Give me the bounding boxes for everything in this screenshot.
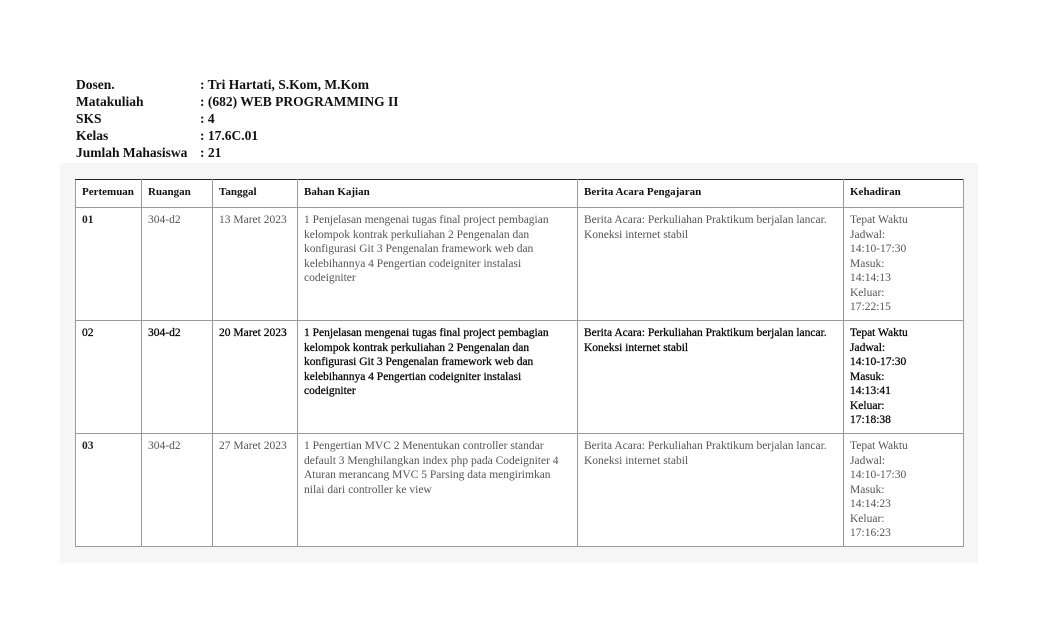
check-in-label: Masuk: — [850, 483, 885, 496]
schedule-label: Jadwal: — [850, 228, 886, 241]
info-row-sks — [76, 110, 399, 127]
check-out-label: Keluar: — [850, 286, 885, 299]
info-row-jumlah-mahasiswa — [76, 144, 399, 161]
cell-bahan-kajian: 1 Penjelasan mengenai tugas final project pembagian kelompok kontrak perkuliahan 2 Pengenalan dan konfigurasi Git 3 Pengenalan framework web dan kelebihannya 4 Pengertian codeigniter instalasi codeigniter — [298, 321, 578, 434]
attendance-table — [75, 179, 964, 547]
info-label: Jumlah Mahasiswa — [76, 145, 188, 160]
schedule-label: Jadwal: — [850, 454, 886, 467]
cell-tanggal: 20 Maret 2023 — [213, 321, 298, 434]
table-row — [76, 321, 964, 434]
check-in-label: Masuk: — [850, 257, 885, 270]
check-out-label: Keluar: — [850, 399, 885, 412]
course-info — [76, 76, 399, 161]
table-row — [76, 434, 964, 547]
cell-ruangan: 304-d2 — [142, 434, 213, 547]
table-header — [76, 180, 964, 208]
cell-bahan-kajian: 1 Pengertian MVC 2 Menentukan controller standar default 3 Menghilangkan index php pada Codeigniter 4 Aturan merancang MVC 5 Parsing data mengirimkan nilai dari controller ke view — [298, 434, 578, 547]
schedule-time: 14:10-17:30 — [850, 243, 907, 255]
cell-kehadiran — [844, 434, 964, 547]
info-value: : 21 — [200, 144, 221, 161]
info-value: : 4 — [200, 110, 215, 127]
info-row-kelas — [76, 127, 399, 144]
check-in-time: 14:13:41 — [850, 385, 891, 397]
info-label: Matakuliah — [76, 94, 144, 109]
attendance-status: Tepat Waktu — [850, 440, 908, 452]
cell-tanggal: 13 Maret 2023 — [213, 208, 298, 321]
cell-pertemuan: 03 — [76, 434, 142, 547]
cell-berita-acara: Berita Acara: Perkuliahan Praktikum berjalan lancar. Koneksi internet stabil — [578, 321, 844, 434]
info-row-matakuliah — [76, 93, 399, 110]
table-row — [76, 208, 964, 321]
column-header-berita-acara: Berita Acara Pengajaran — [578, 180, 844, 208]
cell-ruangan: 304-d2 — [142, 321, 213, 434]
check-in-time: 14:14:13 — [850, 272, 891, 284]
cell-pertemuan: 01 — [76, 208, 142, 321]
check-out-time: 17:16:23 — [850, 527, 891, 539]
schedule-label: Jadwal: — [850, 341, 886, 354]
check-out-label: Keluar: — [850, 512, 885, 525]
schedule-time: 14:10-17:30 — [850, 469, 907, 481]
column-header-bahan-kajian: Bahan Kajian — [298, 180, 578, 208]
cell-ruangan: 304-d2 — [142, 208, 213, 321]
info-value: : 17.6C.01 — [200, 127, 258, 144]
check-in-time: 14:14:23 — [850, 498, 891, 510]
attendance-status: Tepat Waktu — [850, 214, 908, 226]
cell-kehadiran — [844, 208, 964, 321]
schedule-time: 14:10-17:30 — [850, 356, 907, 368]
cell-tanggal: 27 Maret 2023 — [213, 434, 298, 547]
check-out-time: 17:22:15 — [850, 301, 891, 313]
info-label: Dosen. — [76, 77, 115, 92]
info-value: : (682) WEB PROGRAMMING II — [200, 93, 399, 110]
check-out-time: 17:18:38 — [850, 414, 891, 426]
info-label: Kelas — [76, 128, 109, 143]
cell-berita-acara: Berita Acara: Perkuliahan Praktikum berjalan lancar. Koneksi internet stabil — [578, 434, 844, 547]
attendance-status: Tepat Waktu — [850, 327, 908, 339]
column-header-ruangan: Ruangan — [142, 180, 213, 208]
cell-berita-acara: Berita Acara: Perkuliahan Praktikum berjalan lancar. Koneksi internet stabil — [578, 208, 844, 321]
info-row-dosen — [76, 76, 399, 93]
check-in-label: Masuk: — [850, 370, 885, 383]
column-header-tanggal: Tanggal — [213, 180, 298, 208]
info-label: SKS — [76, 111, 102, 126]
cell-pertemuan: 02 — [76, 321, 142, 434]
header-row — [76, 180, 964, 208]
cell-kehadiran — [844, 321, 964, 434]
column-header-pertemuan: Pertemuan — [76, 180, 142, 208]
info-value: : Tri Hartati, S.Kom, M.Kom — [200, 76, 369, 93]
cell-bahan-kajian: 1 Penjelasan mengenai tugas final project pembagian kelompok kontrak perkuliahan 2 Pengenalan dan konfigurasi Git 3 Pengenalan framework web dan kelebihannya 4 Pengertian codeigniter instalasi codeigniter — [298, 208, 578, 321]
column-header-kehadiran: Kehadiran — [844, 180, 964, 208]
